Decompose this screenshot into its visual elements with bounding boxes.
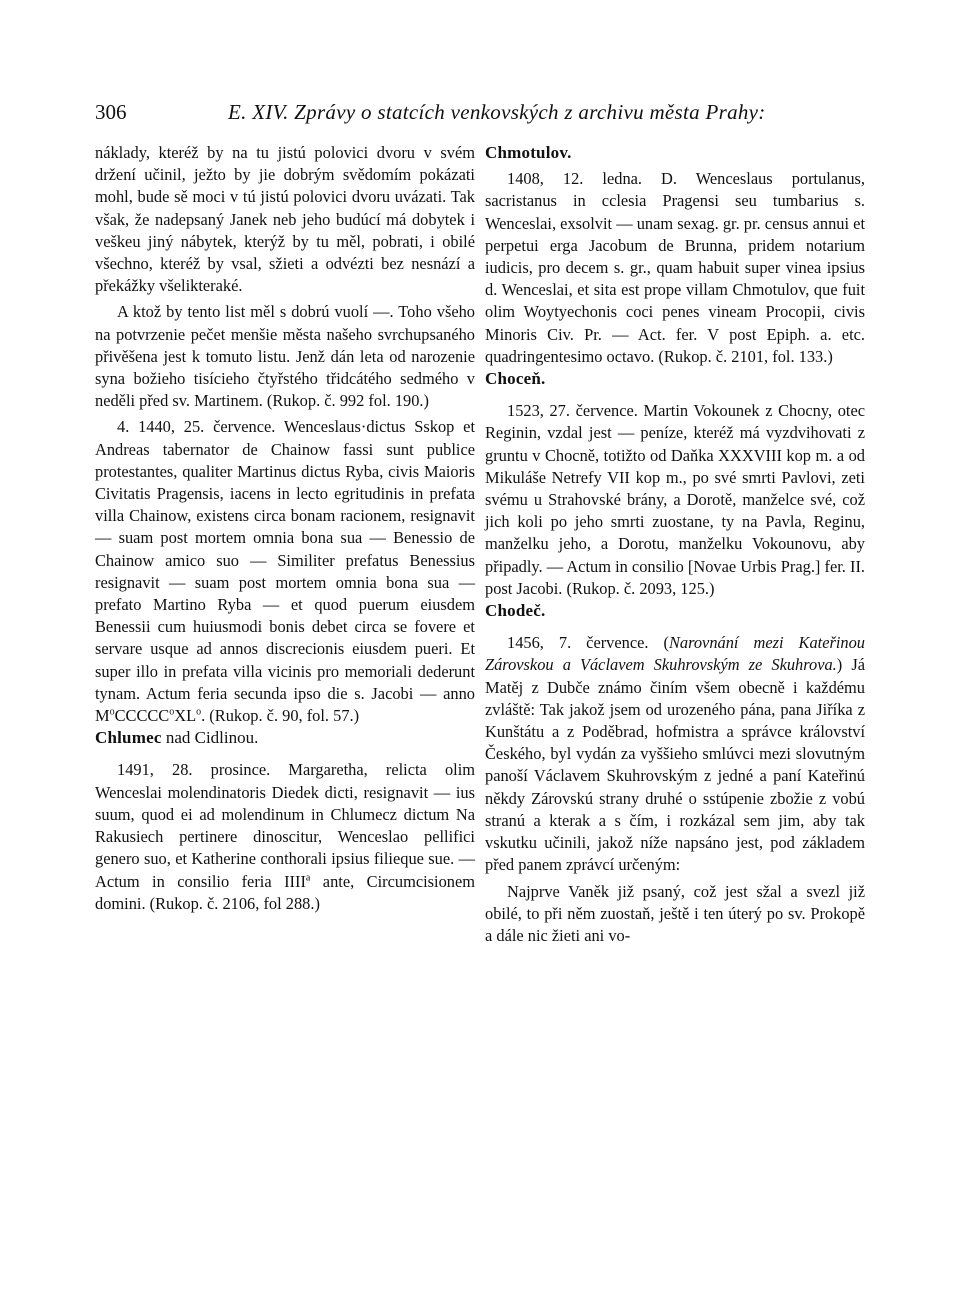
entry-1456-date: 1456, 7. července. ( — [507, 633, 669, 653]
section-heading-chmotulov — [485, 142, 865, 164]
paragraph-1491-entry — [95, 759, 475, 914]
section-heading-chlumec — [95, 727, 475, 749]
roman-numeral: XL — [174, 706, 197, 726]
section-heading-chocen — [485, 368, 865, 390]
heading-place-name: Choceň. — [485, 369, 546, 389]
roman-numeral: CCCCC — [114, 706, 170, 726]
paragraph-1408-entry: 1408, 12. ledna. D. Wenceslaus portulanus, sacristanus in cclesia Pragensi seu tumbarius s. Wenceslai, exsolvit — unam sexag. gr. pr. census annui et perpetui erga Jacobum de Brunna, pridem notarium iudicis, pro decem s. gr., quam habuit super vinea ipsius d. Wenceslai, et sita est prope villam Chmotulov, que fuit olim Woytyechonis coci penes vineam Procopii, civis Minoris Civ. Pr. — Act. fer. V post Epiph. a. etc. quadringentesimo octavo. (Rukop. č. 2101, fol. 133.) — [485, 169, 865, 366]
entry-1440-reference: . (Rukop. č. 90, fol. 57.) — [201, 706, 360, 726]
paragraph-1456-entry — [485, 632, 865, 876]
entry-1456-title: Narovnání mezi Kateřinou Zárovskou a Václavem Skuhrovským ze Skuhrova. — [485, 633, 865, 675]
superscript-o: o — [196, 706, 202, 718]
section-heading-chodec — [485, 600, 865, 622]
paragraph-1440-entry — [95, 416, 475, 727]
entry-1440-text: 4. 1440, 25. července. Wenceslaus·dictus Sskop et Andreas tabernator de Chainow fassi sunt publice protestantes, qualiter Martinus dictus Ryba, civis Maioris Civitatis Pragensis, iacens in lecto egritudinis in prefata villa Chainow, existens circa bonam racionem, resignavit — suam post mortem omnia bona sua — Benessio de Chainow amico suo — Similiter prefatus Benessius resignavit — suam post mortem omnia bona sua — prefato Martino Ryba — et quod puerum eiusdem Benessii cum huiusmodi bonis debet circa se fovere et servare usque ad annos discrecionis eiusdem pueri. Et super illo in prefata villa vicinis pro memoriali dederunt tynam. Actum feria secunda ipso die s. Jacobi — anno M — [95, 417, 475, 726]
entry-1491-reference: ante, Circumcisionem domini. (Rukop. č. 2106, fol 288.) — [95, 871, 475, 913]
page-number: 306 — [95, 100, 127, 124]
right-column — [485, 142, 865, 947]
paragraph-charter-ending: A ktož by tento list měl s dobrú vuolí —. Toho všeho na potvrzenie pečet menšie města našeho svrchupsaného přivěšena jest k tomuto listu. Jenž dán leta od narozenie syna božieho tisícieho čtyřstého třidcátého sedmého v neděli před sv. Martinem. (Rukop. č. 992 fol. 190.) — [95, 302, 475, 411]
heading-place-name: Chmotulov. — [485, 143, 572, 162]
paragraph-najprve: Najprve Vaněk již psaný, což jest sžal a svezl již obilé, to při něm zuostaň, ještě i ten úterý po sv. Prokopě a dále nic žieti ani vo- — [485, 881, 865, 945]
entry-1456-text: ) Já Matěj z Dubče známo činím všem obecně i každému zvláště: Tak jakož jsem od urozeného pána, pana Jiříka z Kunštátu a z Poděbrad, hofmistra a správce království Českého, byl vydán za vyššieho smlúvci mezi slovutným panoší Václavem Skuhrovským z jedné a paní Kateřinú někdy Zárovskú strany druhé o sstúpenie zbožie z vobú stranú a kterak a s čím, i rozkázal sem jim, aby tak vskutku učinili, jakož níže napsáno jest, pod základem před panem zprávcí určeným: — [485, 655, 866, 875]
heading-place-name: Chlumec — [95, 728, 162, 748]
heading-place-suffix: nad Cidlinou. — [161, 728, 259, 748]
paragraph-1523-entry: 1523, 27. července. Martin Vokounek z Chocny, otec Reginin, vzdal jest — peníze, kteréž má vyzdvihovati z gruntu v Chocně, totižto od Daňka XXXVIII kop m. a od Mikuláše Netrefy VII kop m., po své smrti Pavlovi, zeti svému u Strahovské brány, a Dorotě, manželce své, což jich koli po jeho smrti zuostane, ty na Pavla, Reginu, manželku jeho, a Dorotu, manželku Vokounovu, aby připadly. — Actum in consilio [Novae Urbis Prag.] fer. II. post Jacobi. (Rukop. č. 2093, 125.) — [485, 401, 865, 598]
running-title: E. XIV. Zprávy o statcích venkovských z archivu města Prahy: — [228, 100, 766, 124]
superscript-o: o — [109, 706, 115, 718]
superscript-o: o — [169, 706, 175, 718]
heading-place-name: Chodeč. — [485, 601, 546, 621]
entry-1491-text: 1491, 28. prosince. Margaretha, relicta olim Wenceslai molendinatoris Diedek dicti, resignavit — ius suum, quod ei ad molendinum in Chlumecz dictum Na Rakusiech pertinere dinoscitur, Wenceslao pellifici genero suo, et Katherine conthorali ipsius filieque sue. — Actum in consilio feria IIII — [95, 760, 475, 891]
left-column — [95, 142, 475, 915]
superscript-a: a — [305, 872, 311, 884]
page-header — [95, 100, 885, 130]
paragraph-naklady: náklady, kteréž by na tu jistú polovici dvoru v svém držení učinil, ježto by jie dobrým svědomím pokázati mohl, bude sě moci v tú jistú polovici dvoru uvázati. Tak však, že nadepsaný Janek neb jeho budúcí má dobytek i veškeu jiný nábytek, kterýž by tu měl, pobrati, i obilé všechno, kteréž by vsal, sžieti a odvézti bez nesnází a překážky všelikteraké. — [95, 143, 475, 296]
